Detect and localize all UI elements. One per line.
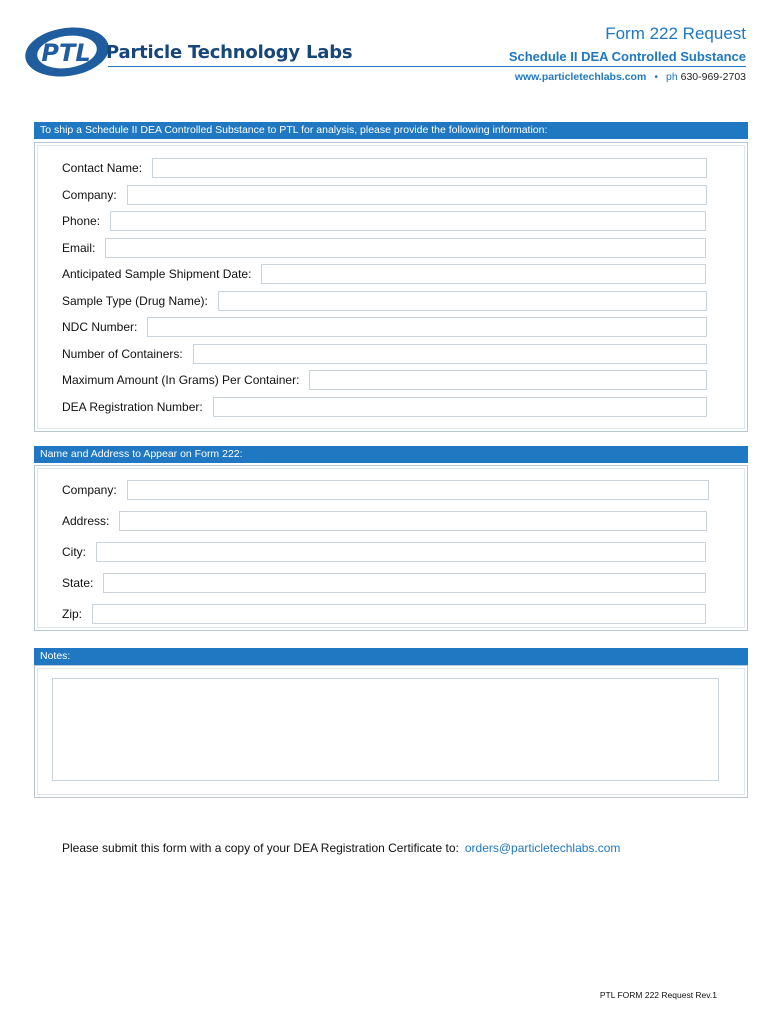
bullet-separator: • <box>654 71 658 83</box>
section-header-shipment-info: To ship a Schedule II DEA Controlled Substance to PTL for analysis, please provide the following information: <box>34 122 748 139</box>
contact-line <box>515 71 746 83</box>
form-row <box>62 480 709 500</box>
section-header-notes: Notes: <box>34 648 748 665</box>
dea-registration-label: DEA Registration Number: <box>62 400 203 414</box>
notes-panel <box>34 665 748 798</box>
number-of-containers-label: Number of Containers: <box>62 347 183 361</box>
form-title: Form 222 Request <box>605 24 746 43</box>
form-row <box>62 211 706 231</box>
form-row <box>62 317 707 337</box>
form-row <box>62 511 707 531</box>
sample-type-field[interactable] <box>218 291 707 311</box>
logo-text: PTL <box>41 39 91 67</box>
company-name: Particle Technology Labs <box>106 42 353 63</box>
address-company-field[interactable] <box>127 480 709 500</box>
submit-instructions <box>62 841 620 855</box>
form-revision-footer: PTL FORM 222 Request Rev.1 <box>599 990 717 1000</box>
orders-email-link[interactable]: orders@particletechlabs.com <box>464 841 621 855</box>
form-row <box>62 542 706 562</box>
state-label: State: <box>62 576 94 590</box>
contact-name-field[interactable] <box>152 158 707 178</box>
zip-field[interactable] <box>92 604 706 624</box>
city-label: City: <box>62 545 86 559</box>
dea-registration-field[interactable] <box>213 397 707 417</box>
address-field[interactable] <box>119 511 707 531</box>
submit-instructions-text: Please submit this form with a copy of your DEA Registration Certificate to: <box>62 841 459 855</box>
form-row <box>62 158 707 178</box>
form-row <box>62 185 707 205</box>
ndc-number-label: NDC Number: <box>62 320 138 334</box>
website-link[interactable]: www.particletechlabs.com <box>514 71 647 83</box>
shipment-date-field[interactable] <box>261 264 706 284</box>
ndc-number-field[interactable] <box>147 317 707 337</box>
form-row <box>62 291 707 311</box>
form-row <box>62 264 706 284</box>
form-row <box>62 370 707 390</box>
number-of-containers-field[interactable] <box>193 344 707 364</box>
form-row <box>62 344 707 364</box>
phone-number: 630-969-2703 <box>680 71 746 83</box>
form-subtitle: Schedule II DEA Controlled Substance <box>508 49 746 64</box>
max-amount-label: Maximum Amount (In Grams) Per Container: <box>62 373 300 387</box>
email-label: Email: <box>62 241 96 255</box>
phone-field[interactable] <box>110 211 706 231</box>
contact-name-label: Contact Name: <box>62 161 143 175</box>
form-row <box>62 573 706 593</box>
email-field[interactable] <box>105 238 706 258</box>
max-amount-field[interactable] <box>309 370 707 390</box>
shipment-info-panel <box>34 142 748 432</box>
company-field[interactable] <box>127 185 707 205</box>
form-222-address-panel <box>34 465 748 631</box>
zip-label: Zip: <box>62 607 83 621</box>
form-heading <box>509 24 746 65</box>
form-row <box>62 238 706 258</box>
shipment-date-label: Anticipated Sample Shipment Date: <box>62 267 252 281</box>
header-divider <box>108 66 746 67</box>
form-row <box>62 604 706 624</box>
phone-label: Phone: <box>62 214 101 228</box>
notes-field[interactable] <box>52 678 719 781</box>
address-label: Address: <box>62 514 110 528</box>
sample-type-label: Sample Type (Drug Name): <box>62 294 208 308</box>
company-label: Company: <box>62 188 117 202</box>
state-field[interactable] <box>103 573 706 593</box>
section-header-form-222-address: Name and Address to Appear on Form 222: <box>34 446 748 463</box>
form-row <box>62 397 707 417</box>
phone-prefix: ph <box>666 71 678 83</box>
city-field[interactable] <box>96 542 706 562</box>
address-company-label: Company: <box>62 483 117 497</box>
